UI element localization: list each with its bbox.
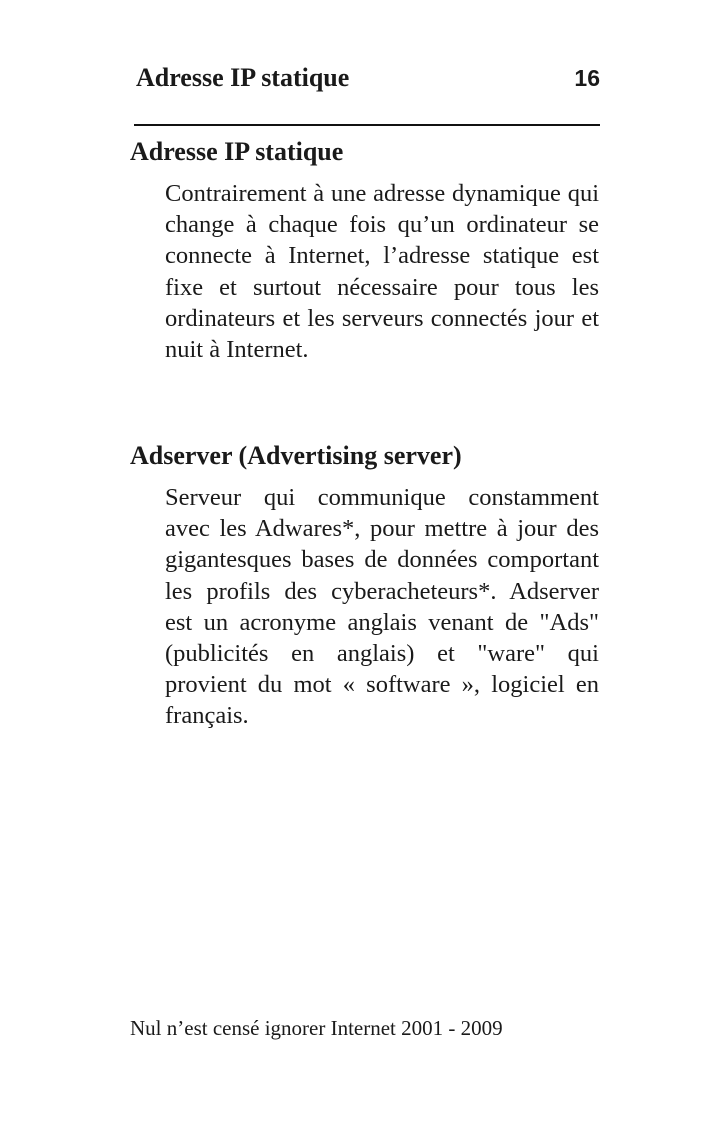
running-title: Adresse IP statique: [136, 63, 350, 92]
header-divider: [134, 124, 600, 126]
entry-term-adresse-ip-statique: Adresse IP statique: [130, 137, 344, 166]
running-header: [136, 60, 600, 96]
page-footer: Nul n’est censé ignorer Internet 2001 - 2009: [130, 1016, 503, 1040]
entry-definition-adresse-ip-statique: Contrairement à une adresse dynamique qui change à chaque fois qu’un ordinateur se connecte à Internet, l’adresse statique est fixe et surtout nécessaire pour tous les ordinateurs et les serveurs connectés jour et nuit à Internet.: [165, 180, 599, 364]
page-number: 16: [574, 65, 600, 91]
entry-term-adserver: Adserver (Advertising server): [130, 441, 462, 470]
entry-definition-adserver: Serveur qui communique constamment avec les Adwares*, pour mettre à jour des gigantesques bases de données comportant les profils des cyberacheteurs*. Adserver est un acronyme anglais venant de "Ads" (publicités en anglais) et "ware" qui provient du mot « software », logiciel en français.: [165, 484, 599, 730]
